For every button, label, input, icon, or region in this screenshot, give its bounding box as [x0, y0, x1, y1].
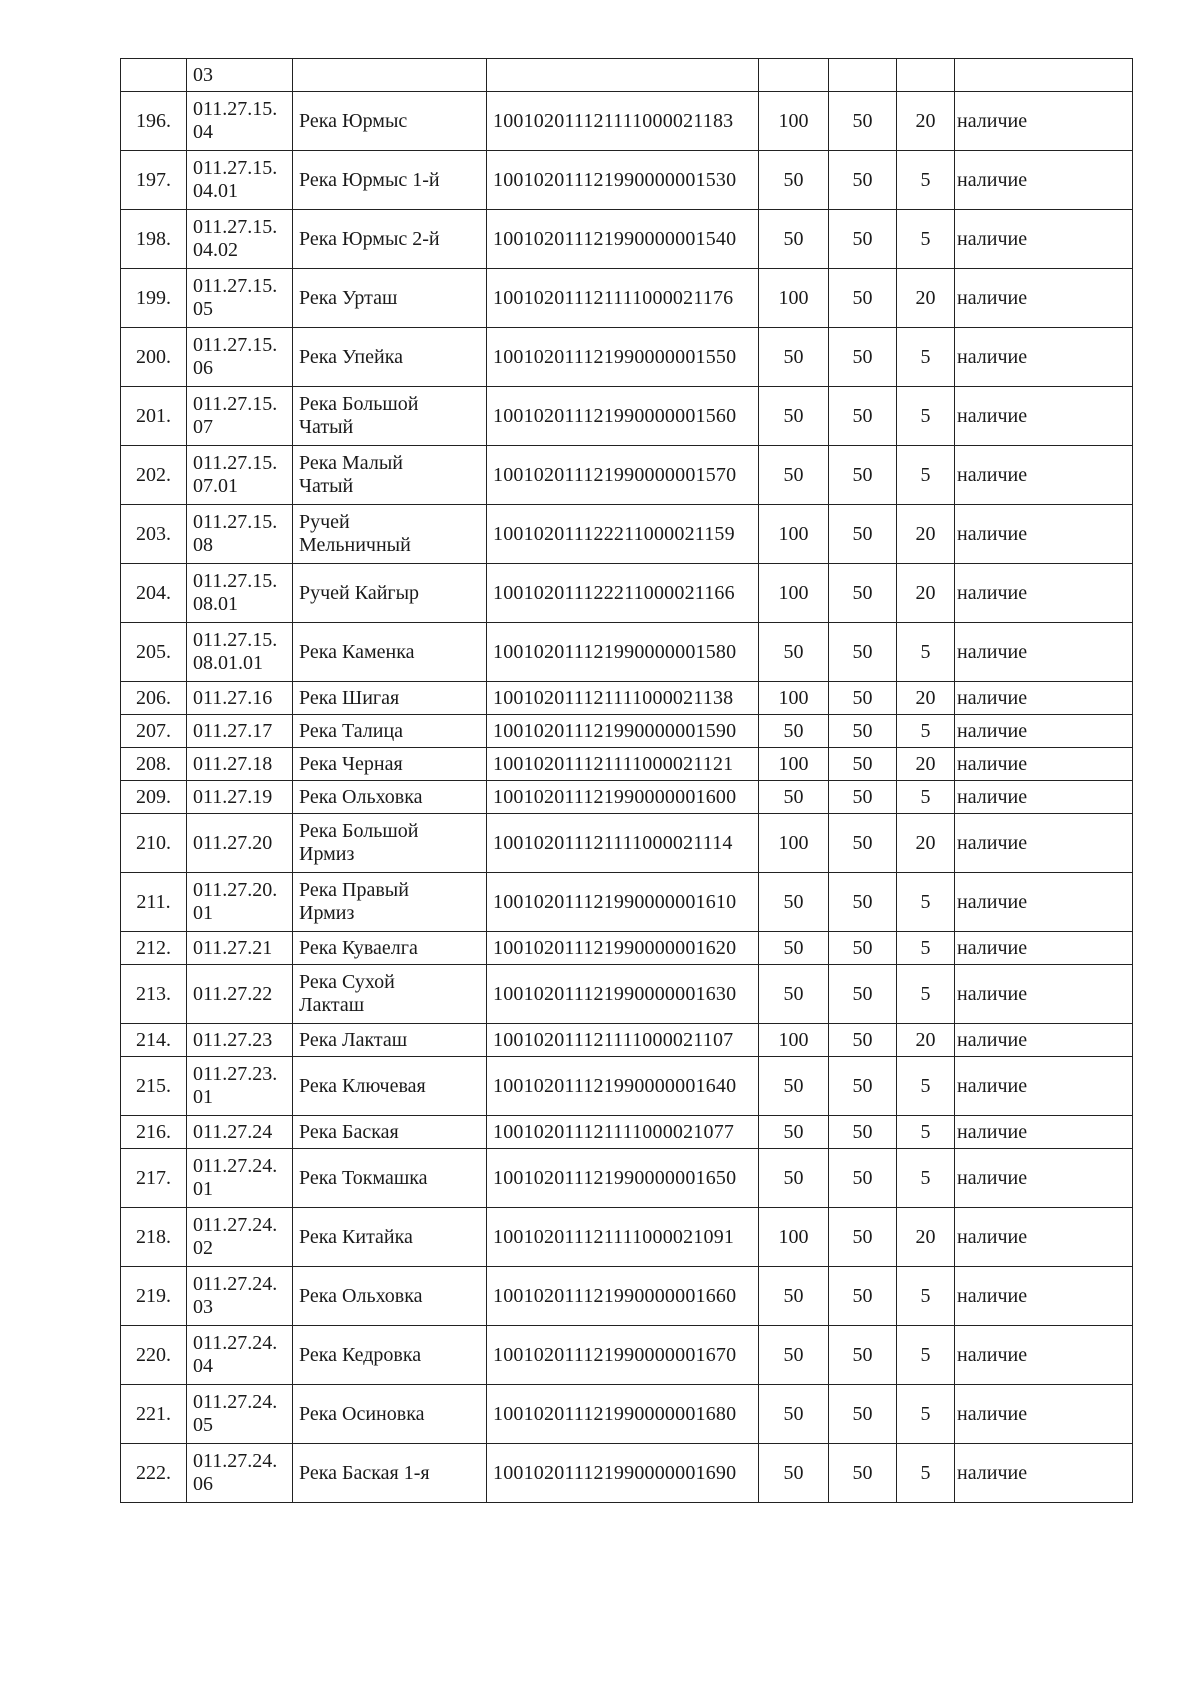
cell-gwr-code: 100102011121990000001570 [487, 446, 759, 505]
cell-col1: 50 [759, 1326, 829, 1385]
cell-col2: 50 [829, 446, 897, 505]
cell-col3: 5 [897, 387, 955, 446]
cell-availability: наличие [955, 623, 1133, 682]
cell-gwr-code: 100102011121990000001540 [487, 210, 759, 269]
cell-code: 011.27.16 [187, 682, 293, 715]
cell-code: 011.27.24. 06 [187, 1444, 293, 1503]
cell-col1: 50 [759, 151, 829, 210]
cell-availability: наличие [955, 781, 1133, 814]
cell-col3: 5 [897, 446, 955, 505]
cell-num: 205. [121, 623, 187, 682]
cell-name: Река Кедровка [293, 1326, 487, 1385]
cell-code: 011.27.24. 04 [187, 1326, 293, 1385]
cell-name: Река Упейка [293, 328, 487, 387]
cell-col1: 50 [759, 623, 829, 682]
cell-availability: наличие [955, 92, 1133, 151]
cell-col2: 50 [829, 1326, 897, 1385]
cell-col2: 50 [829, 932, 897, 965]
cell-code: 011.27.15. 08 [187, 505, 293, 564]
cell-col3: 5 [897, 781, 955, 814]
cell-num: 201. [121, 387, 187, 446]
cell-gwr-code: 100102011121111000021107 [487, 1024, 759, 1057]
cell-col3: 5 [897, 1057, 955, 1116]
cell-name: Река Китайка [293, 1208, 487, 1267]
cell-num: 213. [121, 965, 187, 1024]
cell-name: Река Юрмыс 1-й [293, 151, 487, 210]
cell-availability: наличие [955, 1057, 1133, 1116]
cell-col1: 50 [759, 446, 829, 505]
cell-col2: 50 [829, 623, 897, 682]
cell-col1: 50 [759, 328, 829, 387]
cell-code: 011.27.19 [187, 781, 293, 814]
cell-gwr-code: 100102011122211000021166 [487, 564, 759, 623]
cell-availability: наличие [955, 210, 1133, 269]
table-row [121, 814, 1133, 873]
cell-gwr-code: 100102011121990000001560 [487, 387, 759, 446]
cell-col2: 50 [829, 1149, 897, 1208]
cell-code: 011.27.15. 07.01 [187, 446, 293, 505]
cell-gwr-code: 100102011121990000001590 [487, 715, 759, 748]
cell-name: Река Черная [293, 748, 487, 781]
cell-num: 220. [121, 1326, 187, 1385]
cell-name: Река Большой Чатый [293, 387, 487, 446]
cell-col3: 20 [897, 682, 955, 715]
cell-col2: 50 [829, 873, 897, 932]
table-row [121, 781, 1133, 814]
cell-gwr-code: 100102011122211000021159 [487, 505, 759, 564]
cell-gwr-code: 100102011121990000001640 [487, 1057, 759, 1116]
cell-name: Река Баская 1-я [293, 1444, 487, 1503]
table-row [121, 269, 1133, 328]
cell-availability: наличие [955, 1208, 1133, 1267]
cell-col1: 50 [759, 932, 829, 965]
cell-col1: 50 [759, 387, 829, 446]
cell-availability: наличие [955, 328, 1133, 387]
cell-col3: 5 [897, 328, 955, 387]
table-row [121, 564, 1133, 623]
cell-availability: наличие [955, 387, 1133, 446]
cell-col1: 50 [759, 1267, 829, 1326]
cell-gwr-code: 100102011121990000001610 [487, 873, 759, 932]
water-bodies-table [120, 58, 1133, 1503]
cell-code: 011.27.15. 08.01.01 [187, 623, 293, 682]
cell-col2: 50 [829, 387, 897, 446]
cell-availability: наличие [955, 1024, 1133, 1057]
cell-col2: 50 [829, 269, 897, 328]
cell-gwr-code: 100102011121111000021138 [487, 682, 759, 715]
cell-col3: 5 [897, 1149, 955, 1208]
table-row [121, 748, 1133, 781]
cell-col2: 50 [829, 328, 897, 387]
cell-code: 011.27.15. 04.01 [187, 151, 293, 210]
cell-col3: 5 [897, 151, 955, 210]
cell-num: 222. [121, 1444, 187, 1503]
table-row [121, 1444, 1133, 1503]
cell-num: 215. [121, 1057, 187, 1116]
cell-col3: 5 [897, 873, 955, 932]
cell-code: 011.27.15. 04 [187, 92, 293, 151]
cell-col1: 50 [759, 1385, 829, 1444]
cell-availability: наличие [955, 965, 1133, 1024]
cell-availability: наличие [955, 932, 1133, 965]
cell-code: 011.27.15. 04.02 [187, 210, 293, 269]
table-row [121, 1024, 1133, 1057]
cell-col3: 5 [897, 1385, 955, 1444]
cell-availability: наличие [955, 1326, 1133, 1385]
cell-name: Река Токмашка [293, 1149, 487, 1208]
cell-availability: наличие [955, 1385, 1133, 1444]
cell-num: 202. [121, 446, 187, 505]
cell-col1: 100 [759, 269, 829, 328]
cell-col3: 5 [897, 715, 955, 748]
cell-num: 203. [121, 505, 187, 564]
cell-col3: 5 [897, 1267, 955, 1326]
cell-col2: 50 [829, 1024, 897, 1057]
cell-col1: 100 [759, 814, 829, 873]
cell-gwr-code: 100102011121111000021077 [487, 1116, 759, 1149]
cell-code: 011.27.24. 05 [187, 1385, 293, 1444]
cell-name: Река Ключевая [293, 1057, 487, 1116]
cell-name: Река Малый Чатый [293, 446, 487, 505]
cell-gwr-code: 100102011121990000001550 [487, 328, 759, 387]
table-row [121, 623, 1133, 682]
cell-col2: 50 [829, 564, 897, 623]
cell-gwr-code: 100102011121990000001650 [487, 1149, 759, 1208]
cell-gwr-code: 100102011121111000021176 [487, 269, 759, 328]
cell-col2: 50 [829, 1208, 897, 1267]
cell-num: 199. [121, 269, 187, 328]
cell-col1: 100 [759, 1024, 829, 1057]
cell-name: Река Урташ [293, 269, 487, 328]
cell-col1: 50 [759, 965, 829, 1024]
cell-name [293, 59, 487, 92]
cell-col2: 50 [829, 682, 897, 715]
cell-col2 [829, 59, 897, 92]
cell-col1 [759, 59, 829, 92]
table-row [121, 1116, 1133, 1149]
cell-col3 [897, 59, 955, 92]
cell-col3: 20 [897, 564, 955, 623]
table-row [121, 1267, 1133, 1326]
table-row [121, 1208, 1133, 1267]
cell-col1: 50 [759, 715, 829, 748]
cell-availability: наличие [955, 564, 1133, 623]
cell-col3: 5 [897, 1116, 955, 1149]
cell-gwr-code: 100102011121990000001630 [487, 965, 759, 1024]
cell-name: Река Юрмыс 2-й [293, 210, 487, 269]
cell-col2: 50 [829, 1444, 897, 1503]
cell-col3: 5 [897, 965, 955, 1024]
cell-col1: 100 [759, 682, 829, 715]
cell-code: 011.27.24 [187, 1116, 293, 1149]
table-row [121, 328, 1133, 387]
cell-col1: 100 [759, 564, 829, 623]
cell-col3: 20 [897, 1024, 955, 1057]
cell-code: 011.27.15. 07 [187, 387, 293, 446]
cell-col2: 50 [829, 505, 897, 564]
cell-col1: 100 [759, 505, 829, 564]
table-row [121, 92, 1133, 151]
table-row [121, 932, 1133, 965]
cell-col3: 5 [897, 1326, 955, 1385]
cell-col1: 100 [759, 748, 829, 781]
table-row [121, 682, 1133, 715]
cell-col1: 100 [759, 1208, 829, 1267]
cell-availability: наличие [955, 748, 1133, 781]
cell-col3: 20 [897, 814, 955, 873]
cell-num: 216. [121, 1116, 187, 1149]
cell-num: 218. [121, 1208, 187, 1267]
cell-availability: наличие [955, 873, 1133, 932]
cell-num [121, 59, 187, 92]
cell-code: 011.27.21 [187, 932, 293, 965]
cell-num: 207. [121, 715, 187, 748]
cell-availability: наличие [955, 446, 1133, 505]
cell-col1: 50 [759, 1149, 829, 1208]
cell-code: 03 [187, 59, 293, 92]
cell-code: 011.27.15. 05 [187, 269, 293, 328]
cell-name: Река Ольховка [293, 1267, 487, 1326]
table-body [121, 59, 1133, 1503]
table-row-continuation [121, 59, 1133, 92]
cell-col2: 50 [829, 781, 897, 814]
cell-gwr-code: 100102011121990000001580 [487, 623, 759, 682]
cell-col3: 5 [897, 210, 955, 269]
table-row [121, 1057, 1133, 1116]
cell-col3: 20 [897, 1208, 955, 1267]
cell-col1: 50 [759, 1116, 829, 1149]
cell-gwr-code: 100102011121111000021183 [487, 92, 759, 151]
table-row [121, 151, 1133, 210]
cell-availability: наличие [955, 682, 1133, 715]
cell-num: 214. [121, 1024, 187, 1057]
cell-gwr-code: 100102011121990000001680 [487, 1385, 759, 1444]
cell-name: Река Каменка [293, 623, 487, 682]
cell-code: 011.27.22 [187, 965, 293, 1024]
cell-num: 211. [121, 873, 187, 932]
cell-code: 011.27.20 [187, 814, 293, 873]
table-row [121, 387, 1133, 446]
cell-gwr-code: 100102011121990000001670 [487, 1326, 759, 1385]
table-row [121, 965, 1133, 1024]
table-row [121, 1385, 1133, 1444]
table-row [121, 1149, 1133, 1208]
cell-num: 210. [121, 814, 187, 873]
cell-name: Ручей Кайгыр [293, 564, 487, 623]
cell-col2: 50 [829, 1116, 897, 1149]
cell-col2: 50 [829, 210, 897, 269]
cell-code: 011.27.23 [187, 1024, 293, 1057]
cell-num: 206. [121, 682, 187, 715]
cell-num: 209. [121, 781, 187, 814]
cell-gwr-code: 100102011121990000001690 [487, 1444, 759, 1503]
cell-name: Река Большой Ирмиз [293, 814, 487, 873]
cell-name: Ручей Мельничный [293, 505, 487, 564]
cell-name: Река Ольховка [293, 781, 487, 814]
cell-col3: 5 [897, 623, 955, 682]
cell-num: 219. [121, 1267, 187, 1326]
cell-gwr-code: 100102011121111000021114 [487, 814, 759, 873]
cell-num: 197. [121, 151, 187, 210]
cell-col3: 20 [897, 748, 955, 781]
cell-gwr-code: 100102011121990000001620 [487, 932, 759, 965]
cell-availability: наличие [955, 269, 1133, 328]
cell-name: Река Баская [293, 1116, 487, 1149]
cell-code: 011.27.20. 01 [187, 873, 293, 932]
cell-col3: 20 [897, 269, 955, 328]
cell-num: 198. [121, 210, 187, 269]
cell-name: Река Юрмыс [293, 92, 487, 151]
table-row [121, 1326, 1133, 1385]
cell-num: 204. [121, 564, 187, 623]
table-row [121, 715, 1133, 748]
cell-col3: 20 [897, 92, 955, 151]
cell-col3: 20 [897, 505, 955, 564]
cell-gwr-code: 100102011121111000021091 [487, 1208, 759, 1267]
cell-availability: наличие [955, 814, 1133, 873]
cell-code: 011.27.24. 02 [187, 1208, 293, 1267]
cell-col1: 50 [759, 210, 829, 269]
cell-col2: 50 [829, 1267, 897, 1326]
cell-col2: 50 [829, 814, 897, 873]
table-row [121, 505, 1133, 564]
cell-col2: 50 [829, 715, 897, 748]
cell-availability: наличие [955, 715, 1133, 748]
cell-availability: наличие [955, 151, 1133, 210]
cell-availability: наличие [955, 1267, 1133, 1326]
cell-col2: 50 [829, 1385, 897, 1444]
cell-num: 196. [121, 92, 187, 151]
cell-col1: 50 [759, 1444, 829, 1503]
cell-gwr-code: 100102011121990000001530 [487, 151, 759, 210]
table-row [121, 446, 1133, 505]
cell-num: 200. [121, 328, 187, 387]
cell-code: 011.27.17 [187, 715, 293, 748]
cell-col1: 100 [759, 92, 829, 151]
cell-name: Река Талица [293, 715, 487, 748]
cell-col2: 50 [829, 965, 897, 1024]
cell-availability: наличие [955, 1444, 1133, 1503]
cell-gwr-code: 100102011121111000021121 [487, 748, 759, 781]
cell-col2: 50 [829, 151, 897, 210]
cell-name: Река Лакташ [293, 1024, 487, 1057]
table-row [121, 873, 1133, 932]
cell-num: 212. [121, 932, 187, 965]
cell-name: Река Сухой Лакташ [293, 965, 487, 1024]
cell-code: 011.27.24. 03 [187, 1267, 293, 1326]
cell-code: 011.27.23. 01 [187, 1057, 293, 1116]
cell-col1: 50 [759, 1057, 829, 1116]
cell-availability [955, 59, 1133, 92]
cell-code: 011.27.15. 08.01 [187, 564, 293, 623]
cell-code: 011.27.15. 06 [187, 328, 293, 387]
cell-col3: 5 [897, 1444, 955, 1503]
cell-name: Река Шигая [293, 682, 487, 715]
cell-num: 217. [121, 1149, 187, 1208]
cell-code: 011.27.18 [187, 748, 293, 781]
cell-col3: 5 [897, 932, 955, 965]
cell-num: 221. [121, 1385, 187, 1444]
cell-gwr-code [487, 59, 759, 92]
cell-name: Река Куваелга [293, 932, 487, 965]
cell-availability: наличие [955, 1149, 1133, 1208]
cell-col2: 50 [829, 1057, 897, 1116]
cell-availability: наличие [955, 1116, 1133, 1149]
cell-num: 208. [121, 748, 187, 781]
cell-availability: наличие [955, 505, 1133, 564]
cell-col1: 50 [759, 873, 829, 932]
cell-col2: 50 [829, 748, 897, 781]
cell-col1: 50 [759, 781, 829, 814]
cell-gwr-code: 100102011121990000001600 [487, 781, 759, 814]
cell-col2: 50 [829, 92, 897, 151]
cell-gwr-code: 100102011121990000001660 [487, 1267, 759, 1326]
table-row [121, 210, 1133, 269]
cell-name: Река Осиновка [293, 1385, 487, 1444]
cell-code: 011.27.24. 01 [187, 1149, 293, 1208]
cell-name: Река Правый Ирмиз [293, 873, 487, 932]
